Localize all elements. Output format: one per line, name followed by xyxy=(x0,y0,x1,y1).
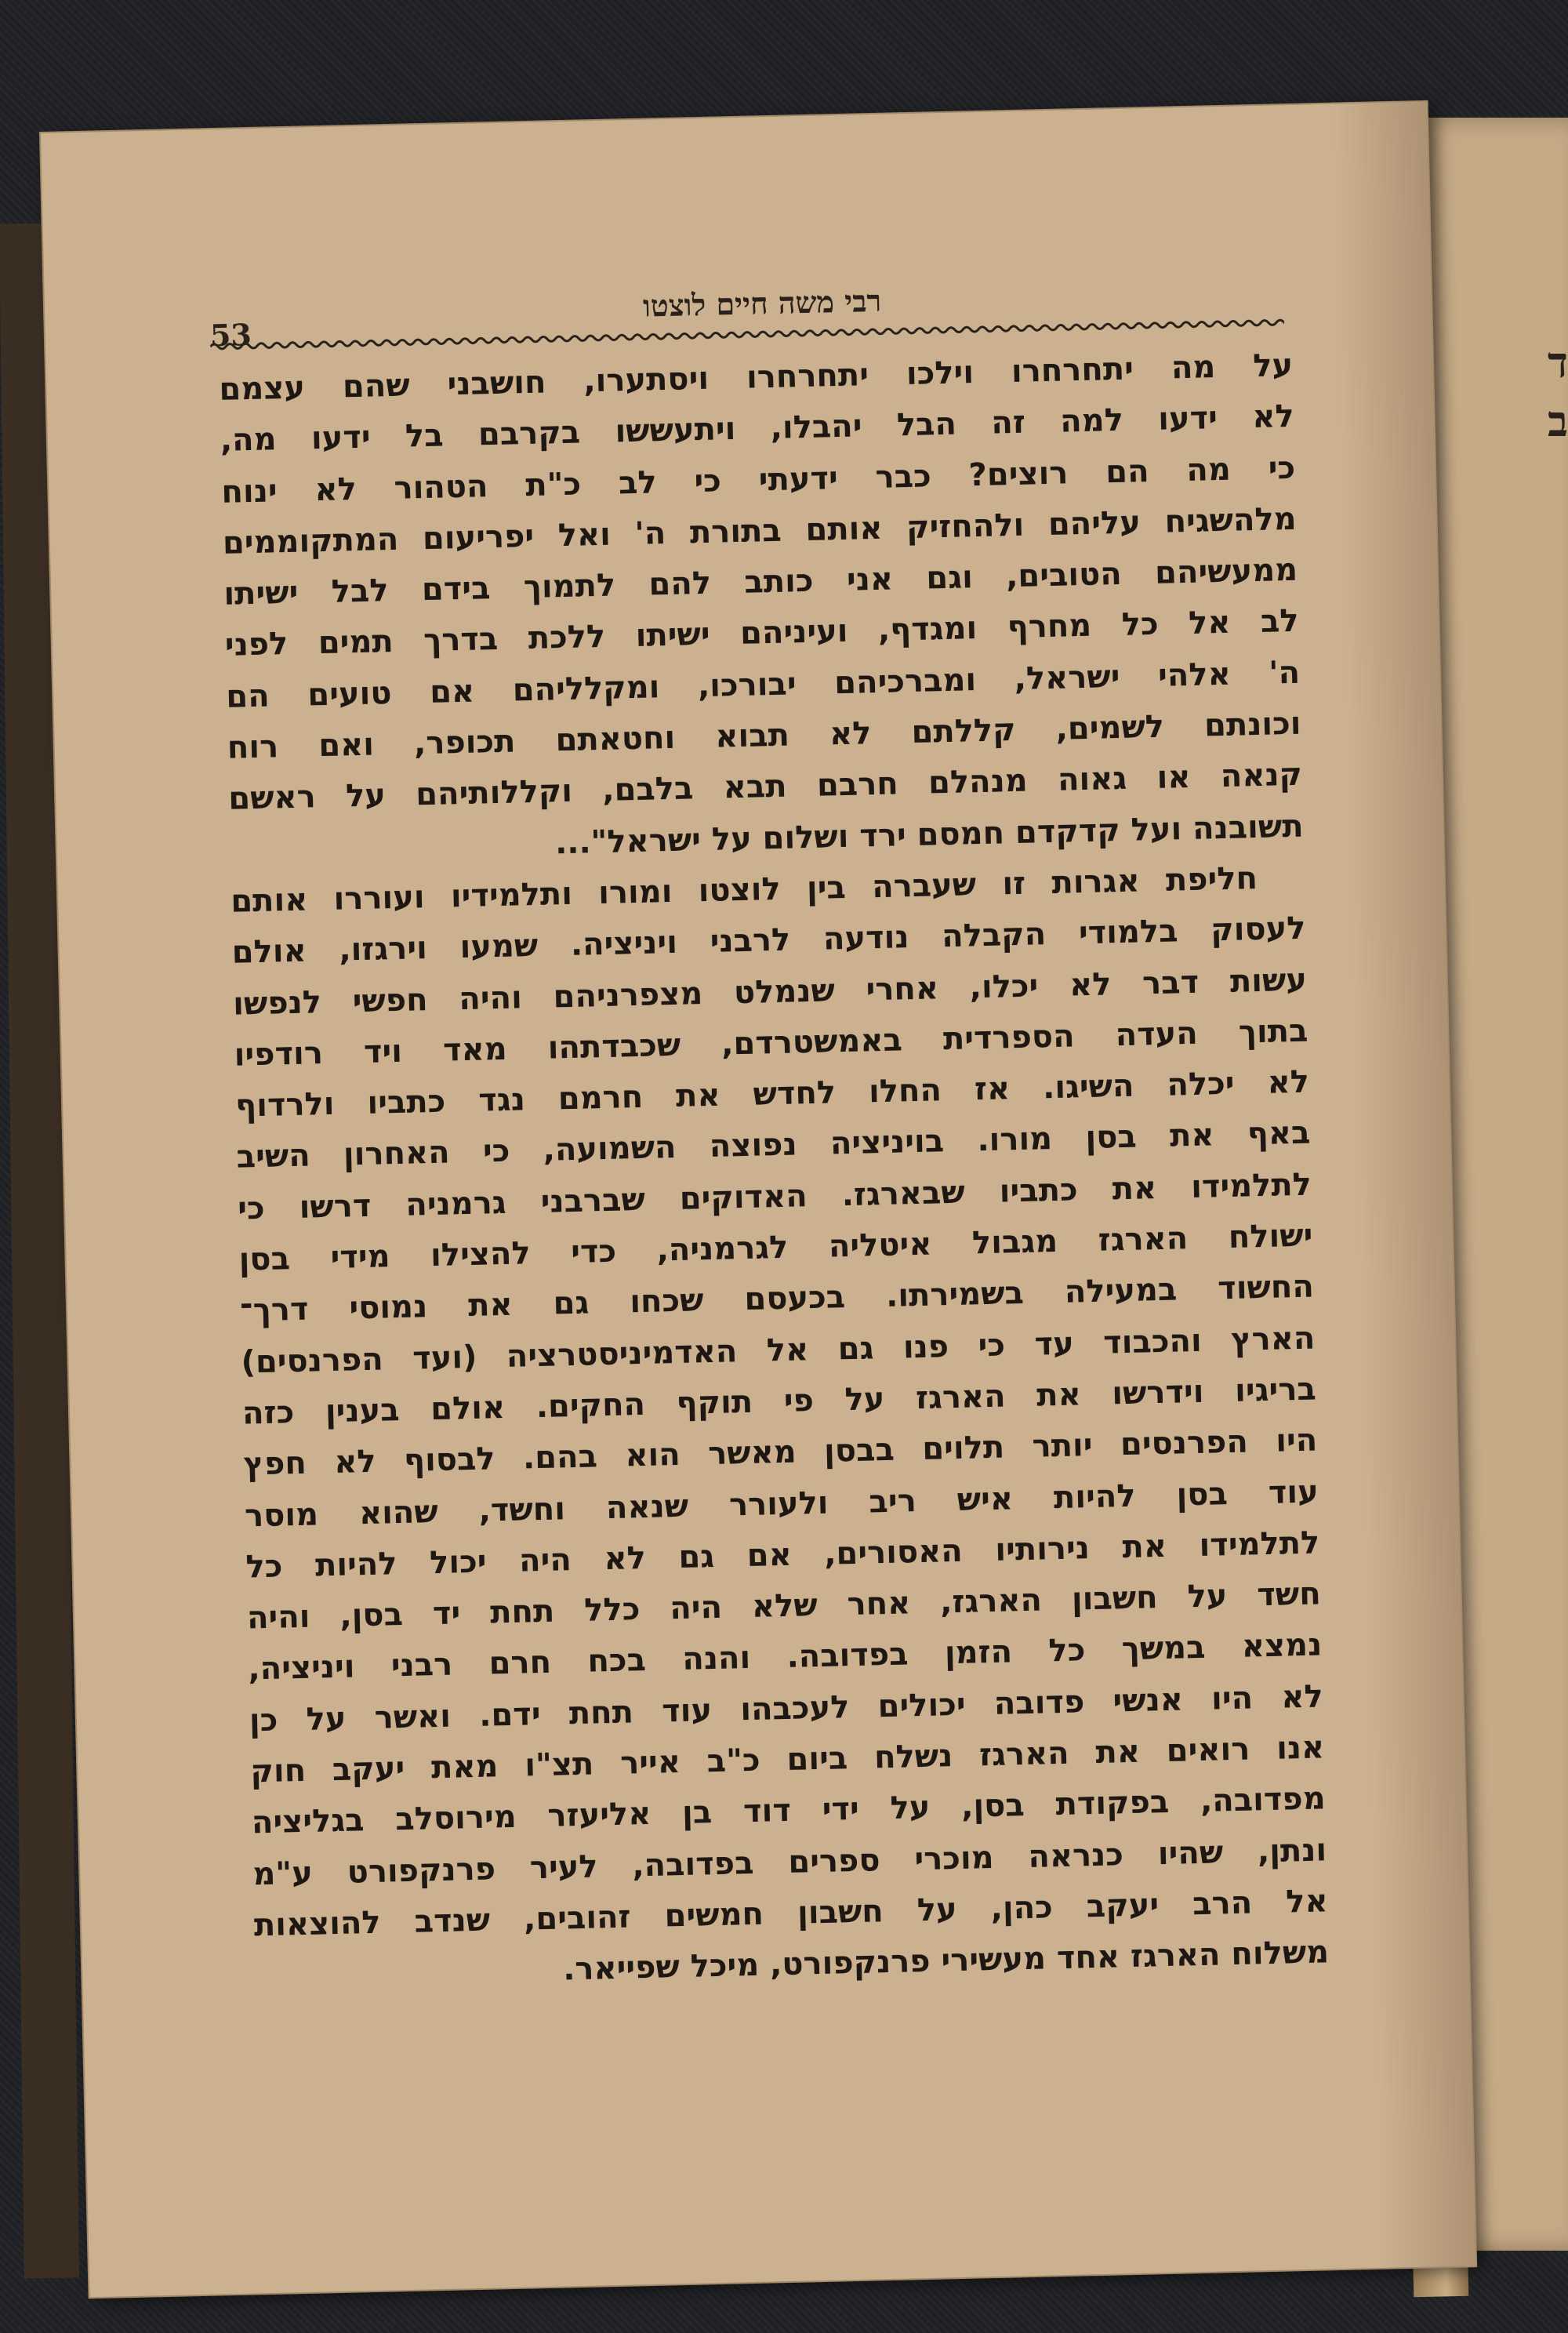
text-line: לב אל כל מחרף ומגדף, ועיניהם ישיתו ללכת בדרך תמים לפני xyxy=(224,603,1300,664)
text-line: וכונתם לשמים, קללתם לא תבוא וחטאתם תכופר, ואם רוח xyxy=(227,705,1302,766)
book-page xyxy=(41,102,1475,2297)
text-line: לא היו אנשי פדובה יכולים לעכבהו עוד תחת ידם. ואשר על כן xyxy=(249,1678,1324,1739)
facing-page-fragment: ד xyxy=(1548,337,1568,387)
text-line: החשוד במעילה בשמירתו. בכעסם שכחו גם את נמוסי דרך־ xyxy=(239,1268,1315,1329)
text-line: על מה יתחרחרו וילכו יתחרחרו ויסתערו, חושבני שהם עצמם xyxy=(218,347,1294,408)
text-line: לתלמידו את נירותיו האסורים, אם גם לא היה יכול להיות כל xyxy=(245,1524,1320,1586)
text-line: לא ידעו למה זה הבל יהבלו, ויתעששו בקרבם בל ידעו מה, xyxy=(220,398,1295,460)
text-line: בריגיו וידרשו את הארגז על פי תוקף החקים. אולם בענין כזה xyxy=(241,1371,1317,1432)
text-line: עוד בסן להיות איש ריב ולעורר שנאה וחשד, שהוא מוסר xyxy=(244,1474,1319,1535)
text-line: עשות דבר לא יכלו, אחרי שנמלט מצפרניהם והיה חפשי לנפשו xyxy=(232,961,1308,1023)
running-title: רבי משה חיים לוצטו xyxy=(642,282,882,324)
text-line: חשד על חשבון הארגז, אחר שלא היה כלל תחת יד בסן, והיה xyxy=(246,1575,1322,1637)
text-line: משלוח הארגז אחד מעשירי פרנקפורט, מיכל שפייאר. xyxy=(562,1934,1330,1988)
paragraph-1 xyxy=(219,340,1304,877)
text-line: ממעשיהם הטובים, וגם אני כותב להם לתמוך בידם לבל ישיתו xyxy=(223,551,1298,613)
text-line: תשובנה ועל קדקדם חמסם ירד ושלום על ישראל"... xyxy=(554,808,1304,862)
page-number: 53 xyxy=(209,316,252,354)
text-line: חליפת אגרות זו שעברה בין לוצטו ומורו ותלמידיו ועוררו אותם xyxy=(230,860,1258,920)
text-line: נמצא במשך כל הזמן בפדובה. והנה בכח חרם רבני ויניציה, xyxy=(247,1626,1323,1688)
text-line: מפדובה, בפקודת בסן, על ידי דוד בן אליעזר מירוסלב בגליציה xyxy=(251,1780,1327,1841)
text-line: בתוך העדה הספרדית באמשטרדם, שכבדתהו מאד ויד רודפיו xyxy=(234,1012,1308,1074)
text-line: ישולח הארגז מגבול איטליה לגרמניה, כדי להצילו מידי בסן xyxy=(238,1217,1313,1278)
text-line: באף את בסן מורו. בויניציה נפוצה השמועה, כי האחרון השיב xyxy=(236,1115,1311,1176)
facing-page-fragment: ב xyxy=(1547,396,1568,446)
body-text xyxy=(219,340,1330,2003)
text-line: לא יכלה השיגו. אז החלו לחדש את חרמם נגד כתביו ולרדוף xyxy=(234,1063,1310,1125)
text-line: הארץ והכבוד עד כי פנו גם אל האדמיניסטרציה (ועד הפרנסים) xyxy=(241,1320,1316,1381)
text-line: ונתן, שהיו כנראה מוכרי ספרים בפדובה, לעיר פרנקפורט ע"מ xyxy=(252,1831,1327,1893)
text-line: אנו רואים את הארגז נשלח ביום כ"ב אייר תצ"ו מאת יעקב חוק xyxy=(249,1729,1325,1790)
text-line: לעסוק בלמודי הקבלה נודעה לרבני ויניציה. שמעו וירגזו, אולם xyxy=(231,910,1306,971)
text-line: מלהשגיח עליהם ולהחזיק אותם בתורת ה' ואל יפריעום המתקוממים xyxy=(222,500,1298,561)
text-line: קנאה או גאוה מנהלם חרבם תבא בלבם, וקללותיהם על ראשם xyxy=(227,757,1303,818)
text-line: אל הרב יעקב כהן, על חשבון חמשים זהובים, שנדב להוצאות xyxy=(253,1883,1329,1944)
paragraph-2 xyxy=(230,852,1330,2003)
text-line: ה' אלהי ישראל, ומברכיהם יבורכו, ומקלליהם אם טועים הם xyxy=(225,654,1301,715)
text-line: לתלמידו את כתביו שבארגז. האדוקים שברבני גרמניה דרשו כי xyxy=(237,1166,1312,1227)
text-line: כי מה הם רוצים? כבר ידעתי כי לב כ"ת הטהור לא ינוח xyxy=(220,449,1296,511)
page-header xyxy=(41,102,1432,369)
text-line: היו הפרנסים יותר תלוים בבסן מאשר הוא בהם. לבסוף לא חפץ xyxy=(243,1422,1318,1483)
